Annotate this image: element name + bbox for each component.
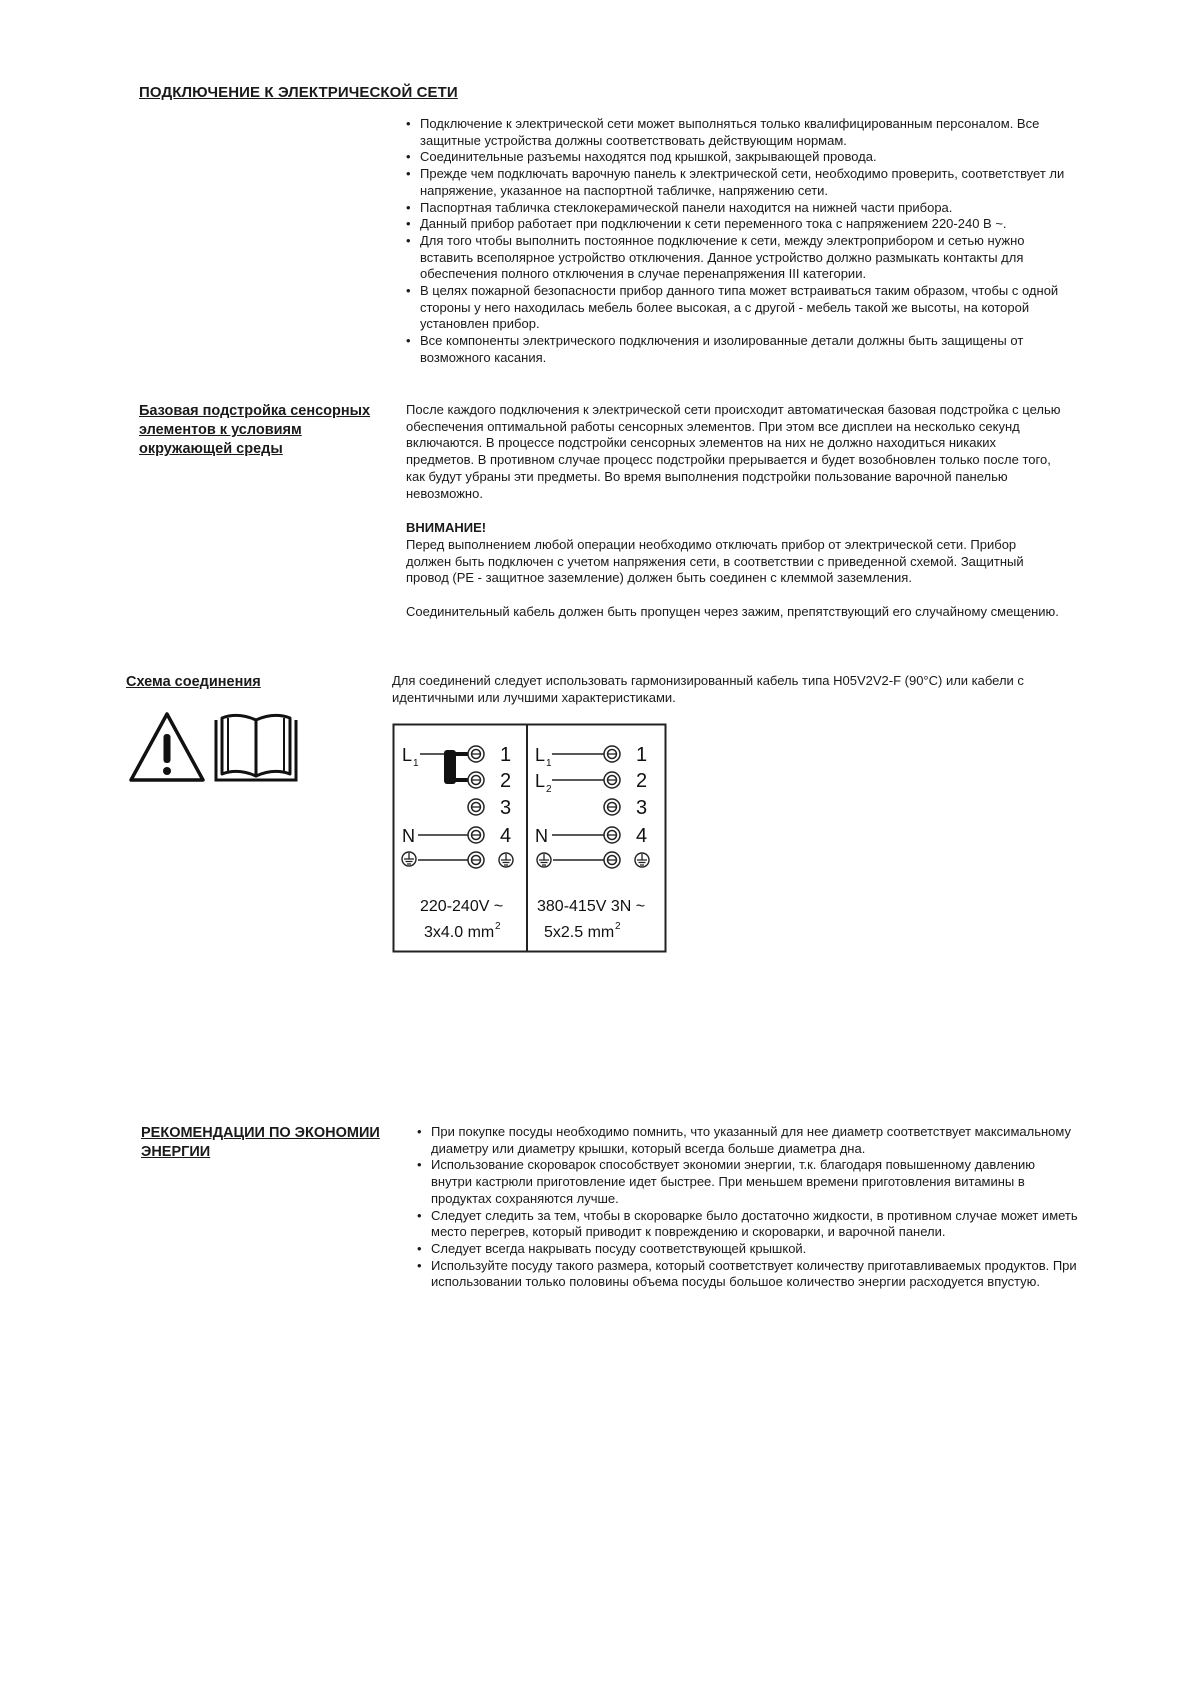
list-item: • Следует следить за тем, чтобы в скороварке было достаточно жидкости, в противном случае может иметь место перегрев, который приводит к повреждению и скороварки, и варочной панели. bbox=[416, 1208, 1078, 1241]
section-electrical-title: ПОДКЛЮЧЕНИЕ К ЭЛЕКТРИЧЕСКОЙ СЕТИ bbox=[139, 84, 458, 101]
terminal-3-label: 3 bbox=[500, 797, 512, 819]
voltage-single-phase: 220-240V ~ bbox=[420, 898, 504, 915]
phase-l2-sub: 2 bbox=[546, 784, 552, 795]
section-energy-saving-title: РЕКОМЕНДАЦИИ ПО ЭКОНОМИИ ЭНЕРГИИ bbox=[141, 1125, 380, 1160]
list-item: • При покупке посуды необходимо помнить, что указанный для нее диаметр соответствует максимальному диаметру или диаметру крышки, который всегда больше диаметра дна. bbox=[416, 1124, 1078, 1157]
list-item: • Все компоненты электрического подключения и изолированные детали должны быть защищены от возможного касания. bbox=[405, 333, 1065, 366]
phase-l2-label: L bbox=[535, 771, 546, 791]
ground-icon bbox=[499, 853, 513, 867]
list-item: • Прежде чем подключать варочную панель к электрической сети, необходимо проверить, соответствует ли напряжение, указанное на паспортной табличке, напряжению сети. bbox=[405, 166, 1065, 199]
terminal-1-label: 1 bbox=[636, 744, 648, 766]
terminal-3-label: 3 bbox=[636, 797, 648, 819]
warning-title: ВНИМАНИЕ! bbox=[406, 520, 487, 535]
list-item: • Соединительные разъемы находятся под крышкой, закрывающей провода. bbox=[405, 149, 1065, 166]
terminal-4-label: 4 bbox=[636, 825, 648, 847]
list-item: • В целях пожарной безопасности прибор данного типа может встраиваться таким образом, чтобы с одной стороны у него находилась мебель более высокая, а с другой - мебель такой же высоты, на которой установлен прибор. bbox=[405, 283, 1065, 333]
section-calibration-title: Базовая подстройка сенсорных элементов к условиям окружающей среды bbox=[139, 403, 371, 457]
list-item: • Используйте посуду такого размера, который соответствует количеству приготавливаемых продуктов. При использовании только половины объема посуды большое количество энергии расходуется впустую. bbox=[416, 1258, 1078, 1291]
ground-icon bbox=[635, 853, 649, 867]
calibration-text: После каждого подключения к электрической сети происходит автоматическая базовая подстройка с целью обеспечения оптимальной работы сенсорных элементов. При этом все дисплеи на несколько секунд включаются. В процессе подстройки сенсорных элементов на них не должно находиться никаких предметов. В противном случае процесс подстройки прерывается и будет возобновлен только после того, как будут убраны эти предметы. Во время выполнения подстройки пользование варочной панелью невозможно. bbox=[406, 402, 1061, 501]
phase-l1-sub: 1 bbox=[413, 758, 419, 769]
ground-icon bbox=[402, 852, 416, 866]
cable-single-phase-sup: 2 bbox=[495, 921, 501, 932]
warning-triangle-icon bbox=[128, 710, 206, 784]
cable-clamp-text: Соединительный кабель должен быть пропущен через зажим, препятствующий его случайному смещению. bbox=[406, 604, 1059, 619]
list-item: • Для того чтобы выполнить постоянное подключение к сети, между электроприбором и сетью нужно вставить всеполярное устройство отключения. Данное устройство должно размыкать контакты для обеспечения полного отключения в случае перенапряжения III категории. bbox=[405, 233, 1065, 283]
phase-l1-label: L bbox=[535, 745, 546, 765]
voltage-three-phase: 380-415V 3N ~ bbox=[537, 898, 646, 915]
ground-icon bbox=[537, 853, 551, 867]
phase-l1-label: L bbox=[402, 745, 413, 765]
energy-saving-list bbox=[416, 1124, 1078, 1291]
cable-single-phase: 3x4.0 mm bbox=[424, 924, 495, 941]
neutral-label: N bbox=[402, 826, 415, 846]
list-item: • Данный прибор работает при подключении к сети переменного тока с напряжением 220-240 В ~. bbox=[405, 216, 1065, 233]
list-item: • Использование скороварок способствует экономии энергии, т.к. благодаря повышенному давлению внутри кастрюли приготовление идет быстрее. При меньшем времени приготовления витамины в продуктах сохраняются лучше. bbox=[416, 1157, 1078, 1207]
terminal-2-label: 2 bbox=[636, 770, 648, 792]
list-item: • Паспортная табличка стеклокерамической панели находится на нижней части прибора. bbox=[405, 200, 1065, 217]
section-wiring-title: Схема соединения bbox=[126, 674, 261, 690]
wiring-text: Для соединений следует использовать гармонизированный кабель типа H05V2V2-F (90°C) или кабели с идентичными или лучшими характеристиками. bbox=[392, 673, 1024, 705]
connection-diagram bbox=[392, 723, 667, 953]
terminal-2-label: 2 bbox=[500, 770, 512, 792]
open-book-icon bbox=[212, 710, 300, 784]
phase-l1-sub: 1 bbox=[546, 758, 552, 769]
electrical-list bbox=[405, 116, 1065, 367]
terminal-1-label: 1 bbox=[500, 744, 512, 766]
cable-three-phase: 5x2.5 mm bbox=[544, 924, 615, 941]
neutral-label: N bbox=[535, 826, 548, 846]
list-item: • Следует всегда накрывать посуду соответствующей крышкой. bbox=[416, 1241, 1078, 1258]
cable-three-phase-sup: 2 bbox=[615, 921, 621, 932]
terminal-4-label: 4 bbox=[500, 825, 512, 847]
warning-text: Перед выполнением любой операции необходимо отключать прибор от электрической сети. Прибор должен быть подключен с учетом напряжения сети, в соответствии с приведенной схемой. Защитный провод (PE - защитное заземление) должен быть соединен с клеммой заземления. bbox=[406, 537, 1024, 586]
list-item: • Подключение к электрической сети может выполняться только квалифицированным персоналом. Все защитные устройства должны соответствовать действующим нормам. bbox=[405, 116, 1065, 149]
